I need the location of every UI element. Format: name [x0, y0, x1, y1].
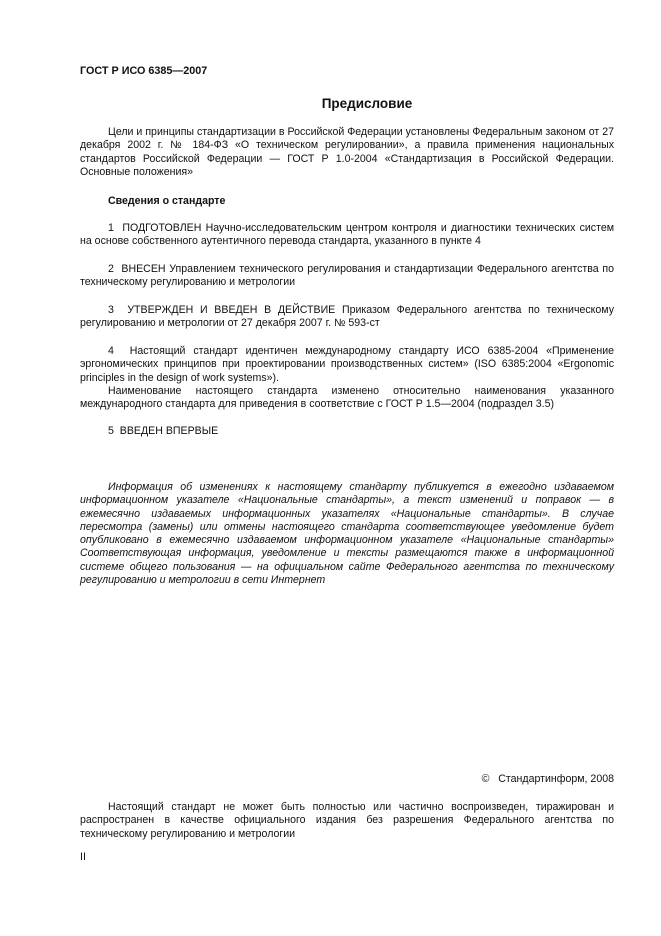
intro-paragraph: Цели и принципы стандартизации в Российской Федерации установлены Федеральным законом от 27 декабря 2002 г. № 184-ФЗ «О техническом регулировании», а правила применения национальных стандартов Российской Федерации — ГОСТ Р 1.0-2004 «Стандартизация в Российской Федерации. Основные положения» — [80, 126, 614, 178]
item-keyword: УТВЕРЖДЕН И ВВЕДЕН В ДЕЙСТВИЕ — [127, 304, 336, 316]
standard-info-heading: Сведения о стандарте — [108, 195, 226, 207]
item-number: 2 — [108, 263, 114, 275]
item-number: 3 — [108, 304, 114, 316]
info-item-5 — [80, 425, 614, 438]
info-item-4-extra: Наименование настоящего стандарта изменено относительно наименования указанного международного стандарта для приведения в соответствие с ГОСТ Р 1.5—2004 (подраздел 3.5) — [80, 384, 614, 411]
item-text: Приказом Федерального агентства по техническому регулированию и метрологии от 27 декабря 2007 г. № 593-ст — [80, 304, 614, 330]
changes-notice-paragraph: Информация об изменениях к настоящему стандарту публикуется в ежегодно издаваемом информационном указателе «Национальные стандарты», а текст изменений и поправок — в ежемесячно издаваемых информационных указателях «Национальные стандарты». В случае пересмотра (замены) или отмены настоящего стандарта соответствующее уведомление будет опубликовано в ежемесячно издаваемом информационном указателе «Национальные стандарты» Соответствующая информация, уведомление и тексты размещаются также в информационной системе общего пользования — на официальном сайте Федерального агентства по техническому регулированию и метрологии в сети Интернет — [80, 481, 614, 587]
page-number: II — [80, 851, 86, 863]
standard-code-header: ГОСТ Р ИСО 6385—2007 — [80, 65, 208, 77]
item-number: 4 — [108, 345, 114, 357]
info-item-2 — [80, 263, 614, 290]
item-text: Настоящий стандарт идентичен международному стандарту ИСО 6385-2004 «Применение эргономических принципов при проектировании производственных систем» (ISO 6385:2004 «Ergonomic principles in the design of work systems»). — [80, 345, 615, 384]
page-title: Предисловие — [321, 96, 413, 111]
item-text: Научно-исследовательским центром контроля и диагностики технических систем на основе собственного аутентичного перевода стандарта, указанного в пункте 4 — [80, 222, 615, 248]
item-keyword: ВВЕДЕН ВПЕРВЫЕ — [119, 425, 219, 437]
item-number: 1 — [108, 222, 114, 234]
item-keyword: ПОДГОТОВЛЕН — [122, 222, 202, 234]
item-number: 5 — [108, 425, 114, 437]
info-item-4-main — [80, 345, 614, 385]
copyright-line: © Стандартинформ, 2008 — [481, 773, 614, 785]
info-item-4 — [80, 345, 614, 411]
reproduction-rights-paragraph: Настоящий стандарт не может быть полностью или частично воспроизведен, тиражирован и распространен в качестве официального издания без разрешения Федерального агентства по техническому регулированию и метрологии — [80, 801, 614, 840]
info-item-1 — [80, 222, 614, 249]
item-keyword: ВНЕСЕН — [121, 263, 166, 275]
item-text: Управлением технического регулирования и стандартизации Федерального агентства по техническому регулированию и метрологии — [80, 263, 615, 289]
info-item-3 — [80, 304, 614, 331]
